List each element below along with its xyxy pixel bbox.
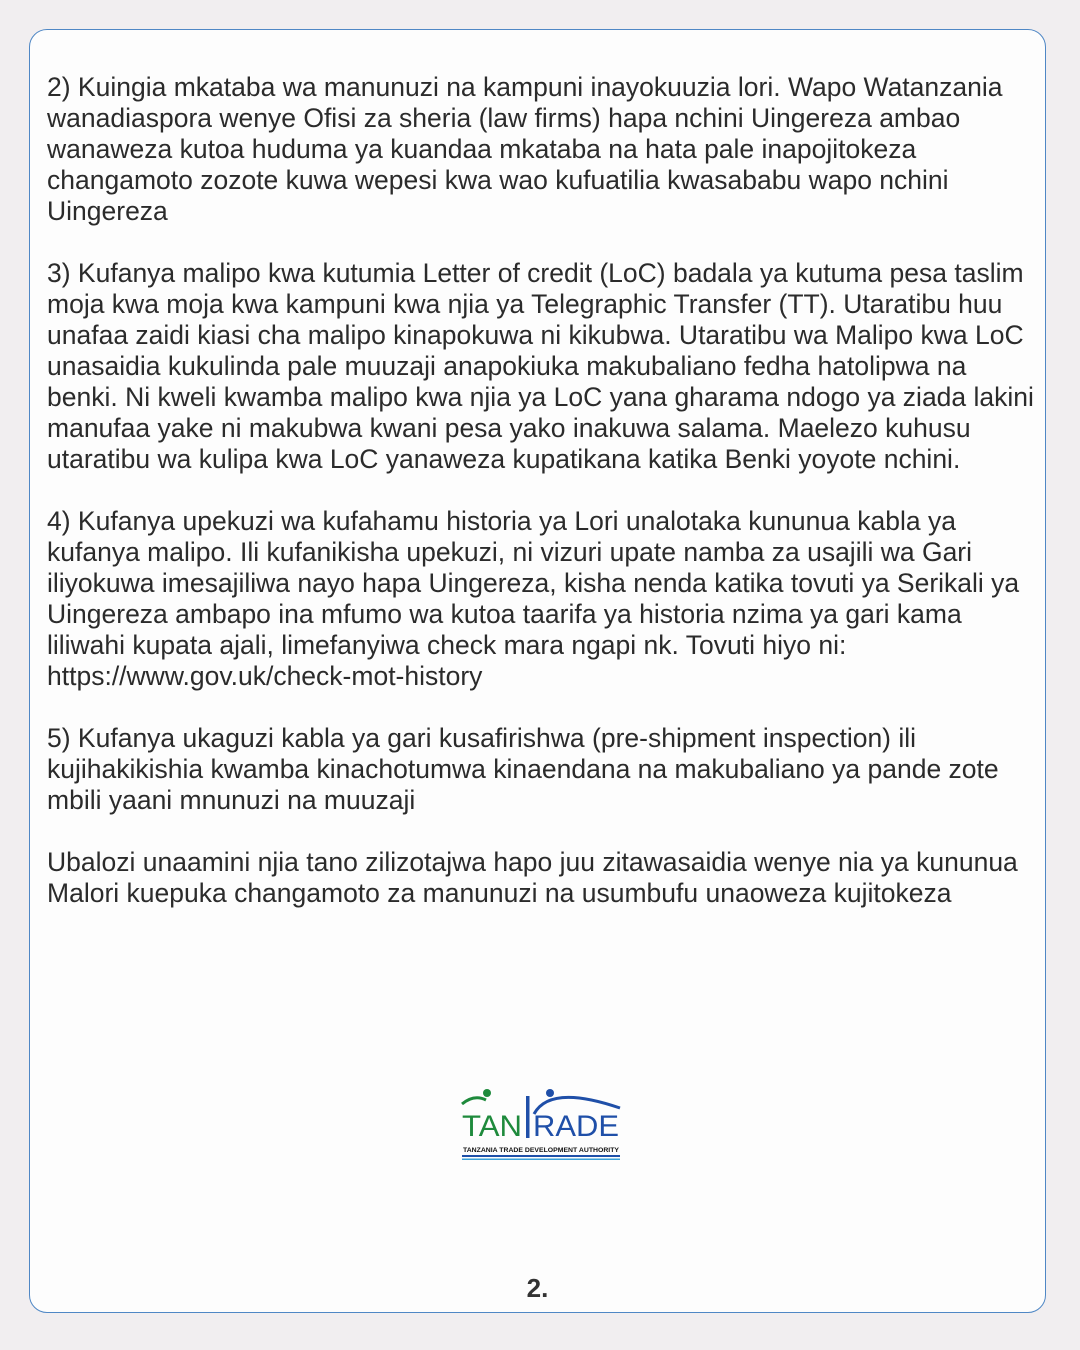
body-text — [47, 72, 1037, 940]
paragraph-contract: 2) Kuingia mkataba wa manunuzi na kampuni inayokuuzia lori. Wapo Watanzania wanadiaspora wenye Ofisi za sheria (law firms) hapa nchini Uingereza ambao wanaweza kutoa huduma ya kuandaa mkataba na hata pale inapojitokeza changamoto zozote kuwa wepesi kwa wao kufuatilia kwasababu wapo nchini Uingereza — [47, 72, 1003, 226]
paragraph-history-check: 4) Kufanya upekuzi wa kufahamu historia ya Lori unalotaka kununua kabla ya kufanya malipo. Ili kufanikisha upekuzi, ni vizuri upate namba za usajili wa Gari iliyokuwa imesajiliwa nayo hapa Uingereza, kisha nenda katika tovuti ya Serikali ya Uingereza ambapo ina mfumo wa kutoa taarifa ya historia nzima ya gari kama liliwahi kupata ajali, limefanyiwa check mara ngapi nk. Tovuti hiyo ni: https://www.gov.uk/check-mot-history — [47, 506, 1020, 691]
logo-name-right: RADE — [533, 1110, 619, 1143]
page-number: 2. — [526, 1273, 549, 1303]
paragraph-conclusion: Ubalozi unaamini njia tano zilizotajwa hapo juu zitawasaidia wenye nia ya kununua Malori kuepuka changamoto za manunuzi na usumbufu unaoweza kujitokeza — [47, 847, 1018, 908]
logo-underline-light — [462, 1159, 620, 1161]
logo-person-head — [483, 1089, 491, 1097]
logo-name-left: TAN — [462, 1110, 522, 1143]
logo-green-arc — [462, 1098, 486, 1104]
paragraph-letter-of-credit: 3) Kufanya malipo kwa kutumia Letter of credit (LoC) badala ya kutuma pesa taslim moja kwa moja kwa kampuni kwa njia ya Telegraphic Transfer (TT). Utaratibu huu unafaa zaidi kiasi cha malipo kinapokuwa ni kikubwa. Utaratibu wa Malipo kwa LoC unasaidia kukulinda pale muuzaji anapokiuka makubaliano fedha hatolipwa na benki. Ni kweli kwamba malipo kwa njia ya LoC yana gharama ndogo ya ziada lakini manufaa yake ni makubwa kwani pesa yako inakuwa salama. Maelezo kuhusu utaratibu wa kulipa kwa LoC yanaweza kupatikana katika Benki yoyote nchini. — [47, 258, 1034, 474]
logo-underline-blue — [462, 1155, 620, 1157]
paragraph-inspection: 5) Kufanya ukaguzi kabla ya gari kusafirishwa (pre-shipment inspection) ili kujihakikishia kwamba kinachotumwa kinaendana na makubaliano ya pande zote mbili yaani mnunuzi na muuzaji — [47, 723, 999, 815]
document-card — [29, 29, 1046, 1313]
tantrade-logo — [460, 1088, 622, 1162]
logo-divider-bar — [526, 1096, 530, 1138]
logo-tagline: TANZANIA TRADE DEVELOPMENT AUTHORITY — [463, 1147, 620, 1154]
logo-blue-dot — [546, 1089, 554, 1097]
